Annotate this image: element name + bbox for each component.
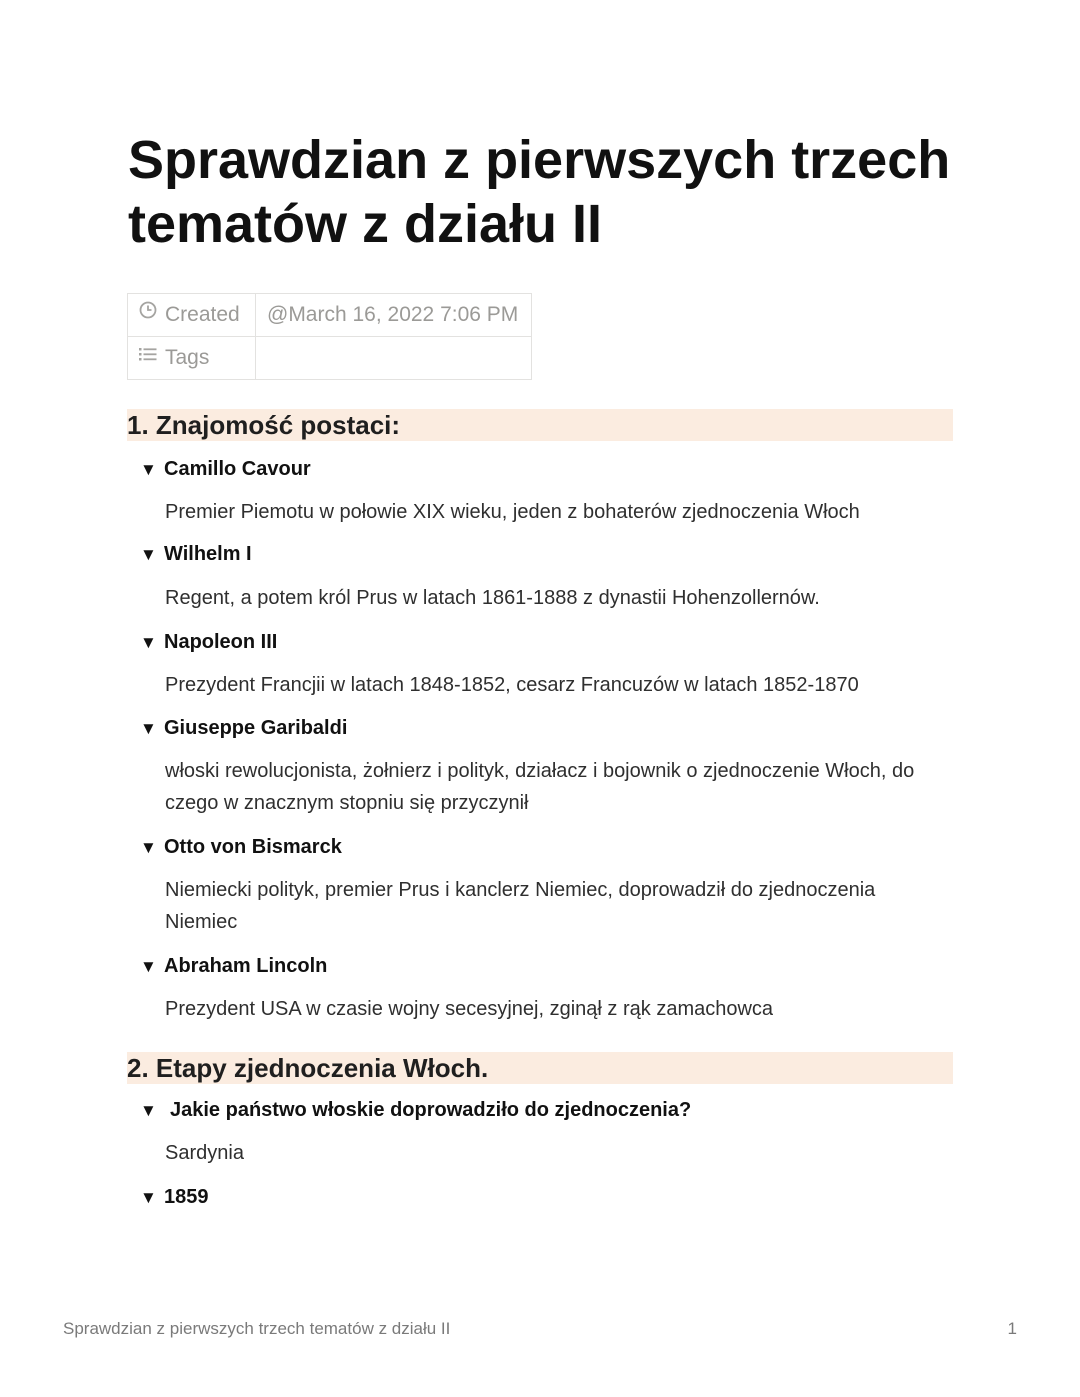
tags-value[interactable] xyxy=(256,337,532,380)
toggle-arrow-icon[interactable]: ▼ xyxy=(140,1101,157,1120)
toggle-arrow-icon[interactable]: ▼ xyxy=(140,719,157,738)
section-heading-2: 2. Etapy zjednoczenia Włoch. xyxy=(127,1052,953,1084)
tags-label: Tags xyxy=(165,345,210,369)
toggle-content: Prezydent USA w czasie wojny secesyjnej, zginął z rąk zamachowca xyxy=(165,998,774,1020)
property-key-created[interactable] xyxy=(128,294,256,337)
toggle-content: Prezydent Francjii w latach 1848-1852, cesarz Francuzów w latach 1852-1870 xyxy=(165,674,859,696)
section-heading-1: 1. Znajomość postaci: xyxy=(127,409,953,441)
property-row-tags xyxy=(128,337,532,380)
toggle-napoleon-iii[interactable] xyxy=(140,629,277,656)
toggle-content: włoski rewolucjonista, żołnierz i polityk, działacz i bojownik o zjednoczenie Włoch, do czego w znacznym stopniu się przyczynił xyxy=(165,760,915,814)
toggle-otto-von-bismarck[interactable] xyxy=(140,834,342,861)
list-icon xyxy=(139,344,157,368)
toggle-label: Abraham Lincoln xyxy=(164,955,328,977)
toggle-label: Jakie państwo włoskie doprowadziło do zjednoczenia? xyxy=(170,1099,692,1121)
toggle-arrow-icon[interactable]: ▼ xyxy=(140,957,157,976)
toggle-abraham-lincoln[interactable] xyxy=(140,953,327,980)
page-number: 1 xyxy=(1007,1319,1017,1338)
toggle-content: Niemiecki polityk, premier Prus i kanclerz Niemiec, doprowadził do zjednoczenia Niemiec xyxy=(165,879,876,933)
toggle-label: 1859 xyxy=(164,1186,209,1208)
toggle-wilhelm-i[interactable] xyxy=(140,541,252,568)
toggle-label: Giuseppe Garibaldi xyxy=(164,717,348,739)
footer-document-title: Sprawdzian z pierwszych trzech tematów z działu II xyxy=(63,1319,451,1338)
toggle-label: Napoleon III xyxy=(164,631,278,653)
clock-icon xyxy=(139,301,157,325)
toggle-content: Sardynia xyxy=(165,1142,244,1164)
properties-table xyxy=(127,293,532,380)
toggle-arrow-icon[interactable]: ▼ xyxy=(140,633,157,652)
toggle-content: Regent, a potem król Prus w latach 1861-1888 z dynastii Hohenzollernów. xyxy=(165,587,820,609)
toggle-arrow-icon[interactable]: ▼ xyxy=(140,545,157,564)
toggle-giuseppe-garibaldi[interactable] xyxy=(140,715,347,742)
created-label: Created xyxy=(165,302,240,326)
toggle-1859[interactable] xyxy=(140,1184,209,1211)
property-row-created xyxy=(128,294,532,337)
toggle-camillo-cavour[interactable] xyxy=(140,456,311,483)
toggle-arrow-icon[interactable]: ▼ xyxy=(140,460,157,479)
property-key-tags[interactable] xyxy=(128,337,256,380)
toggle-label: Wilhelm I xyxy=(164,543,252,565)
toggle-label: Otto von Bismarck xyxy=(164,836,342,858)
page-title: Sprawdzian z pierwszych trzech tematów z działu II xyxy=(128,130,951,254)
created-value[interactable]: @March 16, 2022 7:06 PM xyxy=(256,294,532,337)
toggle-question-unification-state[interactable] xyxy=(140,1097,691,1124)
toggle-arrow-icon[interactable]: ▼ xyxy=(140,838,157,857)
toggle-label: Camillo Cavour xyxy=(164,458,311,480)
toggle-arrow-icon[interactable]: ▼ xyxy=(140,1188,157,1207)
toggle-content: Premier Piemotu w połowie XIX wieku, jeden z bohaterów zjednoczenia Włoch xyxy=(165,501,860,523)
